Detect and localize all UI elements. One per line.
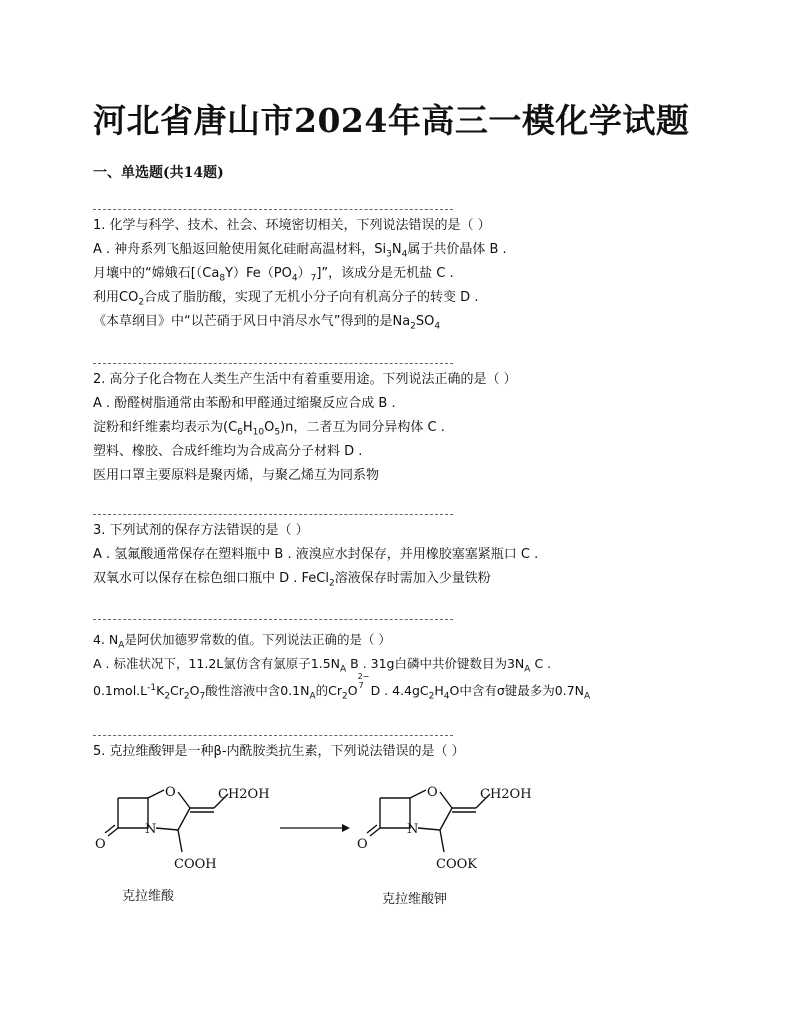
section-heading: 一、单选题(共14题) xyxy=(93,165,224,181)
question-text: 淀粉和纤维素均表示为$(C_6H_{10}O_5)n$，二者互为同分异构体 C . xyxy=(93,420,445,438)
group-label: COOK xyxy=(436,857,477,872)
atom-label: O xyxy=(357,837,368,852)
group-label: COOH xyxy=(174,857,217,872)
question-text: 医用口罩主要原料是聚丙烯，与聚乙烯互为同系物 xyxy=(93,468,380,483)
question-text: A . 标准状况下，11.2L氯仿含有氯原子$1.5N_A$ B . 31g白磷中共价键数目为$3N_A$ C . xyxy=(93,656,552,675)
question-1 xyxy=(93,214,507,334)
question-text: 《本草纲目》中“以芒硝于风日中消尽水气”得到的是$Na_2SO_4$ xyxy=(93,314,441,332)
question-text: 塑料、橡胶、合成纤维均为合成高分子材料 D . xyxy=(93,444,363,459)
atom-label: N xyxy=(145,822,157,837)
divider xyxy=(93,735,453,736)
divider xyxy=(93,209,453,210)
question-text: A . 酚醛树脂通常由苯酚和甲醛通过缩聚反应合成 B . xyxy=(93,396,396,411)
atom-label: O xyxy=(427,785,438,800)
question-stem: 5. 克拉维酸钾是一种β-内酰胺类抗生素，下列说法错误的是（ ） xyxy=(93,744,465,759)
question-stem: 4. $N_A$是阿伏加德罗常数的值。下列说法正确的是（ ） xyxy=(93,632,391,651)
question-4 xyxy=(93,628,590,706)
atom-label: N xyxy=(407,822,419,837)
divider xyxy=(93,619,453,620)
structure-caption: 克拉维酸 xyxy=(122,889,175,904)
question-text: 双氧水可以保存在棕色细口瓶中 D . FeCl$_2$溶液保存时需加入少量铁粉 xyxy=(93,571,491,589)
structure-caption: 克拉维酸钾 xyxy=(382,892,448,907)
question-3 xyxy=(93,519,538,591)
question-text: 利用$CO_2$合成了脂肪酸，实现了无机小分子向有机高分子的转变 D . xyxy=(93,290,479,308)
group-label: CH2OH xyxy=(218,787,270,802)
question-stem: 1. 化学与科学、技术、社会、环境密切相关，下列说法错误的是（ ） xyxy=(93,218,491,233)
question-stem: 3. 下列试剂的保存方法错误的是（ ） xyxy=(93,523,309,538)
question-5 xyxy=(93,740,465,764)
atom-label: O xyxy=(165,785,176,800)
question-text: A . 氢氟酸通常保存在塑料瓶中 B . 液溴应水封保存，并用橡胶塞塞紧瓶口 C . xyxy=(93,547,539,562)
question-stem: 2. 高分子化合物在人类生产生活中有着重要用途。下列说法正确的是（ ） xyxy=(93,372,517,387)
divider xyxy=(93,514,453,515)
group-label: CH2OH xyxy=(480,787,532,802)
divider xyxy=(93,363,453,364)
page-title: 河北省唐山市2024年高三一模化学试题 xyxy=(93,101,690,140)
reaction-arrow xyxy=(280,824,350,832)
atom-label: O xyxy=(95,837,106,852)
question-text: A . 神舟系列飞船返回舱使用氮化硅耐高温材料，$Si_3N_4$属于共价晶体 B . xyxy=(93,242,507,260)
question-text: 月壤中的“嫦娥石$[(Ca_8Y)Fe(PO_4)_7]$”，该成分是无机盐 C . xyxy=(93,266,454,284)
question-text: $0.1mol.L^{-1}K_2Cr_2O_7$酸性溶液中含$0.1N_A$的$Cr_2O$ 2− 7 D . $4.4gC_2H_4O$中含有σ键最多为$0.7N_A$ xyxy=(93,672,591,702)
question-2 xyxy=(93,368,517,488)
